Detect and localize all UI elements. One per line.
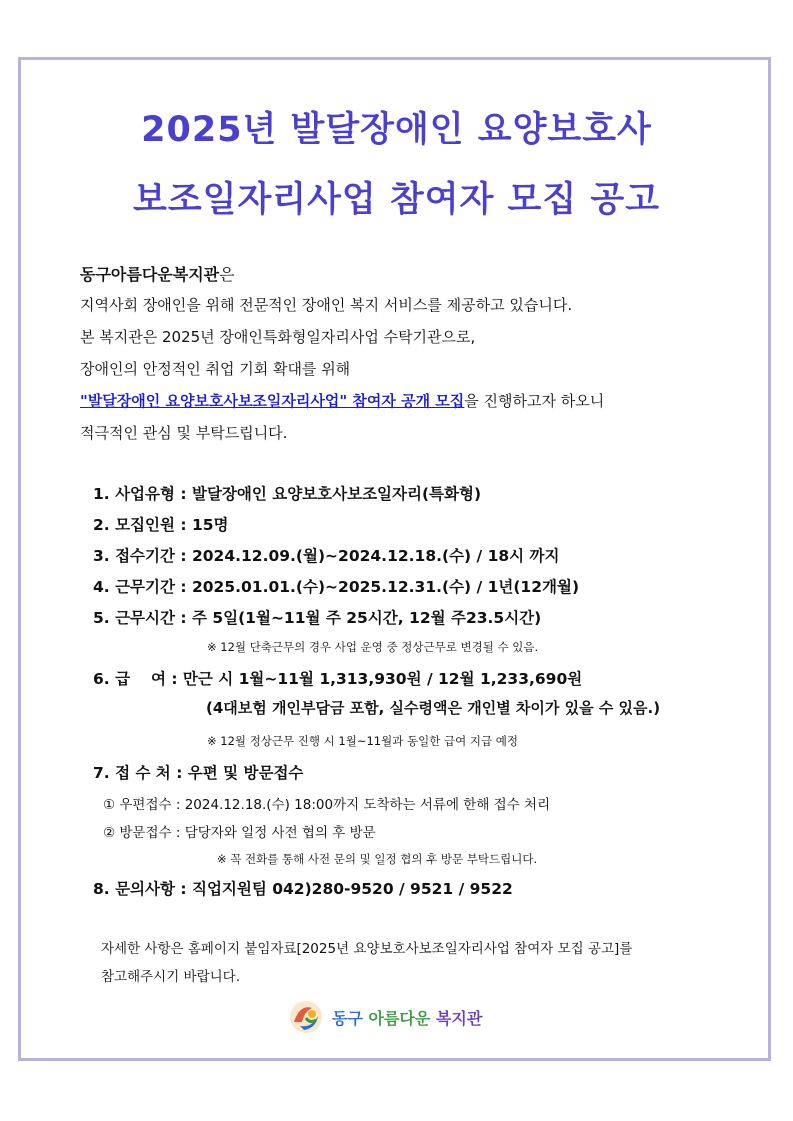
- item-3: [93, 544, 559, 566]
- item-2: [93, 513, 229, 535]
- intro-line-4: 장애인의 안정적인 취업 기회 확대를 위해: [80, 360, 351, 378]
- item-label: 3. 접수기간: [93, 547, 175, 565]
- item-label: 4. 근무기간: [93, 578, 175, 596]
- item-value: : 만근 시 1월~11월 1,313,930원 / 12월 1,233,690원: [171, 670, 583, 688]
- item-value: : 2025.01.01.(수)~2025.12.31.(수) / 1년(12개월): [180, 578, 580, 596]
- item-value: : 발달장애인 요양보호사보조일자리(특화형): [180, 485, 482, 503]
- item-value: : 우편 및 방문접수: [176, 764, 304, 782]
- footer-line-2: 참고해주시기 바랍니다.: [101, 969, 240, 985]
- item-label: 7. 접 수 처: [93, 764, 171, 782]
- sub-visit-label: ② 방문접수: [103, 825, 172, 841]
- intro-line-3: 본 복지관은 2025년 장애인특화형일자리사업 수탁기관으로,: [80, 328, 476, 346]
- footer-line-1: 자세한 사항은 홈페이지 붙임자료[2025년 요양보호사보조일자리사업 참여자 모집 공고]를: [101, 941, 633, 957]
- intro-line-6: 적극적인 관심 및 부탁드립니다.: [80, 424, 288, 442]
- intro-line-2: 지역사회 장애인을 위해 전문적인 장애인 복지 서비스를 제공하고 있습니다.: [80, 296, 573, 314]
- item-7: [93, 761, 303, 783]
- sub-mail: [103, 793, 550, 813]
- logo-icon: [286, 998, 326, 1036]
- logo-part-2: 아름다운: [368, 1008, 431, 1028]
- note-visit: ※ 꼭 전화를 통해 사전 문의 및 일정 협의 후 방문 부탁드립니다.: [217, 852, 538, 866]
- item-6: [93, 667, 582, 689]
- note-salary: ※ 12월 정상근무 진행 시 1월~11월과 동일한 급여 지급 예정: [207, 734, 518, 748]
- sub-mail-value: : 2024.12.18.(수) 18:00까지 도착하는 서류에 한해 접수 처리: [175, 797, 551, 813]
- item-label: 6. 급 여: [93, 670, 166, 688]
- item-value: : 2024.12.09.(월)~2024.12.18.(수) / 18시 까지: [180, 547, 560, 565]
- intro-line-5: [80, 390, 604, 411]
- item-label: 8. 문의사항: [93, 880, 175, 898]
- item-value: : 주 5일(1월~11월 주 25시간, 12월 주23.5시간): [180, 609, 542, 627]
- item-1: [93, 482, 481, 504]
- item-5: [93, 606, 541, 628]
- org-name: 동구아름다운복지관: [80, 265, 220, 284]
- sub-visit-value: : 담당자와 일정 사전 협의 후 방문: [175, 825, 376, 841]
- sub-mail-label: ① 우편접수: [103, 797, 172, 813]
- sub-visit: [103, 821, 376, 841]
- item-label: 1. 사업유형: [93, 485, 175, 503]
- title-line-1: 2025년 발달장애인 요양보호사: [141, 110, 652, 150]
- logo-part-3: 복지관: [435, 1008, 483, 1028]
- item-label: 5. 근무시간: [93, 609, 175, 627]
- item-label: 2. 모집인원: [93, 516, 175, 534]
- intro-line-5-rest: 을 진행하고자 하오니: [464, 392, 605, 410]
- logo-part-1: 동구: [332, 1008, 363, 1028]
- note-work-hours: ※ 12월 단축근무의 경우 사업 운영 중 정상근무로 변경될 수 있음.: [207, 640, 539, 654]
- item-value: : 15명: [180, 516, 229, 534]
- item-value: : 직업지원팀 042)280-9520 / 9521 / 9522: [180, 880, 513, 898]
- org-suffix: 은: [219, 265, 235, 284]
- recruitment-link[interactable]: "발달장애인 요양보호사보조일자리사업" 참여자 공개 모집: [80, 392, 465, 410]
- item-8: [93, 877, 513, 899]
- logo: [286, 997, 482, 1037]
- intro-line-1: [80, 262, 235, 285]
- item-4: [93, 575, 579, 597]
- title-line-2: 보조일자리사업 참여자 모집 공고: [133, 180, 660, 220]
- note-salary-detail: (4대보험 개인부담금 포함, 실수령액은 개인별 차이가 있을 수 있음.): [206, 699, 661, 717]
- logo-text: [332, 1006, 482, 1029]
